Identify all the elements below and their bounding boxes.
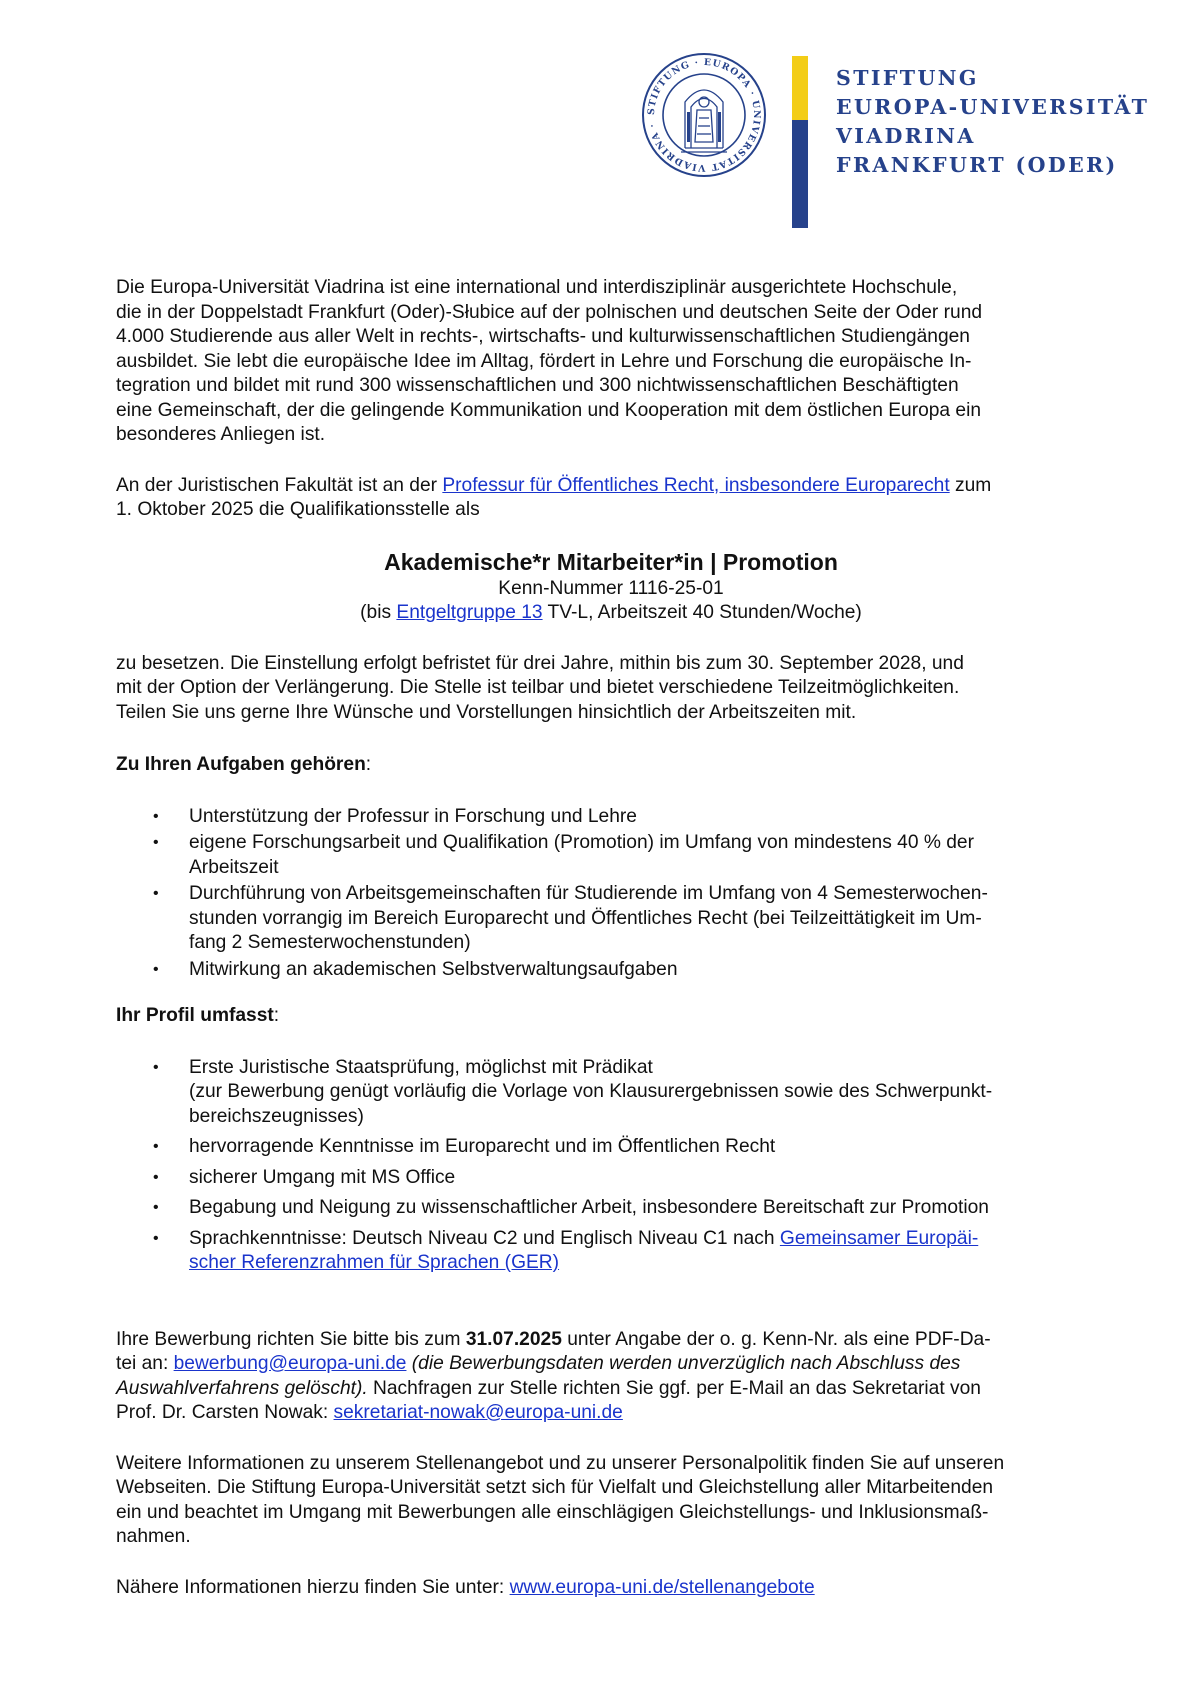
list-item [116, 882, 1106, 956]
text-segment: tei an: [116, 1353, 174, 1374]
university-seal-logo [641, 52, 767, 178]
data-deletion-note-continued: Auswahlverfahrens gelöscht). [116, 1377, 368, 1399]
job-reference-number: Kenn-Nummer 1116-25-01 [498, 577, 724, 599]
further-info-paragraph [116, 1452, 1106, 1550]
list-item-text: eigene Forschungsarbeit und Qualifikation (Promotion) im Umfang von mindestens 40 % der [189, 832, 974, 853]
logo-color-bars [792, 56, 808, 228]
ger-reference-link[interactable]: Gemeinsamer Europäi- [779, 1227, 979, 1249]
wordmark-line: STIFTUNG [836, 66, 979, 90]
list-item [116, 1056, 1106, 1130]
ger-reference-link-continued[interactable]: scher Referenzrahmen für Sprachen (GER) [189, 1252, 560, 1273]
text-segment: (bis [360, 602, 397, 623]
text-line: Teilen Sie uns gerne Ihre Wünsche und Vorstellungen hinsichtlich der Arbeitszeiten mit. [116, 701, 857, 723]
application-email-link[interactable]: bewerbung@europa-uni.de [173, 1353, 407, 1374]
profile-heading-text: Ihr Profil umfasst [116, 1005, 274, 1026]
list-item [116, 1227, 1106, 1276]
intro-paragraph [116, 276, 1106, 448]
list-item-text: Unterstützung der Professur in Forschung und Lehre [189, 805, 637, 827]
data-deletion-note: (die Bewerbungsdaten werden unverzüglich nach Abschluss des [406, 1353, 961, 1374]
list-item-text: Erste Juristische Staatsprüfung, möglichst mit Prädikat [189, 1056, 653, 1078]
list-item [116, 1196, 1106, 1221]
text-segment: zum [949, 474, 992, 496]
list-item-text: fang 2 Semesterwochenstunden) [189, 932, 471, 953]
list-item-text: Mitwirkung an akademischen Selbstverwaltungsaufgaben [189, 958, 678, 980]
text-segment: Ihre Bewerbung richten Sie bitte bis zum [116, 1328, 466, 1350]
text-segment: Nähere Informationen hierzu finden Sie unter: [116, 1576, 510, 1598]
text-line: 4.000 Studierende aus aller Welt in rechts-, wirtschafts- und kulturwissenschaftlichen Studiengängen [116, 326, 970, 347]
text-line: eine Gemeinschaft, der die gelingende Kommunikation und Kooperation mit dem östlichen Europa ein [116, 399, 982, 421]
list-item [116, 958, 1106, 983]
list-item-text: sicherer Umgang mit MS Office [189, 1166, 456, 1188]
terms-paragraph [116, 652, 1106, 726]
list-item-text: Durchführung von Arbeitsgemeinschaften für Studierende im Umfang von 4 Semesterwochen- [189, 883, 988, 904]
list-item-text: (zur Bewerbung genügt vorläufig die Vorlage von Klausurergebnissen sowie des Schwerpunkt- [189, 1081, 993, 1102]
list-item [116, 1166, 1106, 1191]
job-posting-body [116, 276, 1106, 1600]
application-deadline: 31.07.2025 [465, 1328, 562, 1350]
heading-colon: : [365, 754, 372, 775]
list-item-text: hervorragende Kenntnisse im Europarecht und im Öffentlichen Recht [189, 1136, 776, 1157]
text-line: 1. Oktober 2025 die Qualifikationsstelle als [116, 499, 480, 520]
bullet-icon: • [153, 1168, 159, 1186]
profile-heading [116, 1004, 1106, 1029]
text-line: mit der Option der Verlängerung. Die Stelle ist teilbar und bietet verschiedene Teilzeitmöglichkeiten. [116, 677, 960, 698]
text-segment: unter Angabe der o. g. Kenn-Nr. als eine PDF-Da- [561, 1328, 991, 1350]
job-title: Akademische*r Mitarbeiter*in | Promotion [384, 548, 838, 575]
bullet-icon: • [153, 960, 159, 978]
text-segment: TV-L, Arbeitszeit 40 Stunden/Woche) [542, 602, 862, 623]
tasks-heading [116, 753, 1106, 778]
list-item-text: bereichszeugnisses) [189, 1105, 364, 1127]
application-paragraph [116, 1328, 1106, 1426]
seal-ring-text: STIFTUNG · EUROPA · UNIVERSITAT VIADRINA · [645, 56, 763, 174]
list-item [116, 805, 1106, 830]
wordmark-line: VIADRINA [836, 124, 976, 148]
list-item [116, 831, 1106, 880]
text-segment: An der Juristischen Fakultät ist an der [116, 474, 443, 496]
job-offers-link[interactable]: www.europa-uni.de/stellenangebote [509, 1576, 815, 1598]
text-line: Webseiten. Die Stiftung Europa-Universität setzt sich für Vielfalt und Gleichstellung aller Mitarbeitenden [116, 1477, 994, 1498]
wordmark-line: EUROPA-UNIVERSITÄT [836, 95, 1150, 119]
text-segment: Nachfragen zur Stelle richten Sie ggf. per E-Mail an das Sekretariat von [367, 1377, 981, 1399]
job-pay-grade [116, 601, 1106, 626]
logo-yellow-bar [792, 56, 808, 120]
secretary-email-link[interactable]: sekretariat-nowak@europa-uni.de [333, 1402, 623, 1423]
tasks-list [116, 805, 1106, 983]
text-line: Die Europa-Universität Viadrina ist eine international und interdisziplinär ausgerichtete Hochschule, [116, 277, 958, 298]
professorship-link[interactable]: Professur für Öffentliches Recht, insbesondere Europarecht [442, 474, 950, 496]
text-line: besonderes Anliegen ist. [116, 424, 326, 445]
tasks-heading-text: Zu Ihren Aufgaben gehören [116, 754, 366, 775]
text-line: ein und beachtet im Umgang mit Bewerbungen alle einschlägigen Gleichstellungs- und Inklusionsmaß- [116, 1501, 989, 1523]
list-item-text: Begabung und Neigung zu wissenschaftlicher Arbeit, insbesondere Bereitschaft zur Promotion [189, 1197, 989, 1218]
wordmark-line: FRANKFURT (ODER) [836, 153, 1118, 177]
text-segment: Prof. Dr. Carsten Nowak: [116, 1402, 334, 1423]
pay-grade-link[interactable]: Entgeltgruppe 13 [396, 602, 543, 623]
bullet-icon: • [153, 1138, 159, 1155]
text-line: Weitere Informationen zu unserem Stellenangebot und zu unserer Personalpolitik finden Sie auf unseren [116, 1452, 1005, 1474]
heading-colon: : [273, 1005, 280, 1026]
text-line: zu besetzen. Die Einstellung erfolgt befristet für drei Jahre, mithin bis zum 30. September 2028, und [116, 652, 964, 674]
profile-list [116, 1056, 1106, 1276]
bullet-icon: • [153, 885, 159, 902]
text-segment: Sprachkenntnisse: Deutsch Niveau C2 und Englisch Niveau C1 nach [189, 1227, 780, 1249]
text-line: nahmen. [116, 1526, 191, 1547]
position-intro-paragraph [116, 474, 1106, 523]
text-line: die in der Doppelstadt Frankfurt (Oder)-Słubice auf der polnischen und deutschen Seite der Oder rund [116, 301, 983, 323]
bullet-icon: • [153, 1058, 159, 1076]
bullet-icon: • [153, 1229, 159, 1247]
more-info-paragraph [116, 1576, 1106, 1601]
list-item-text: Arbeitszeit [189, 856, 279, 878]
logo-blue-bar [792, 120, 808, 228]
bullet-icon: • [153, 834, 159, 851]
text-line: tegration und bildet mit rund 300 wissenschaftlichen und 300 nichtwissenschaftlichen Beschäftigten [116, 375, 959, 396]
bullet-icon: • [153, 807, 159, 825]
university-wordmark [836, 64, 1149, 180]
text-line: ausbildet. Sie lebt die europäische Idee im Alltag, fördert in Lehre und Forschung die europäische In- [116, 350, 972, 372]
bullet-icon: • [153, 1199, 159, 1216]
job-title-block [116, 547, 1106, 626]
list-item-text: stunden vorrangig im Bereich Europarecht und Öffentliches Recht (bei Teilzeittätigkeit im Um- [189, 907, 982, 929]
list-item [116, 1135, 1106, 1160]
